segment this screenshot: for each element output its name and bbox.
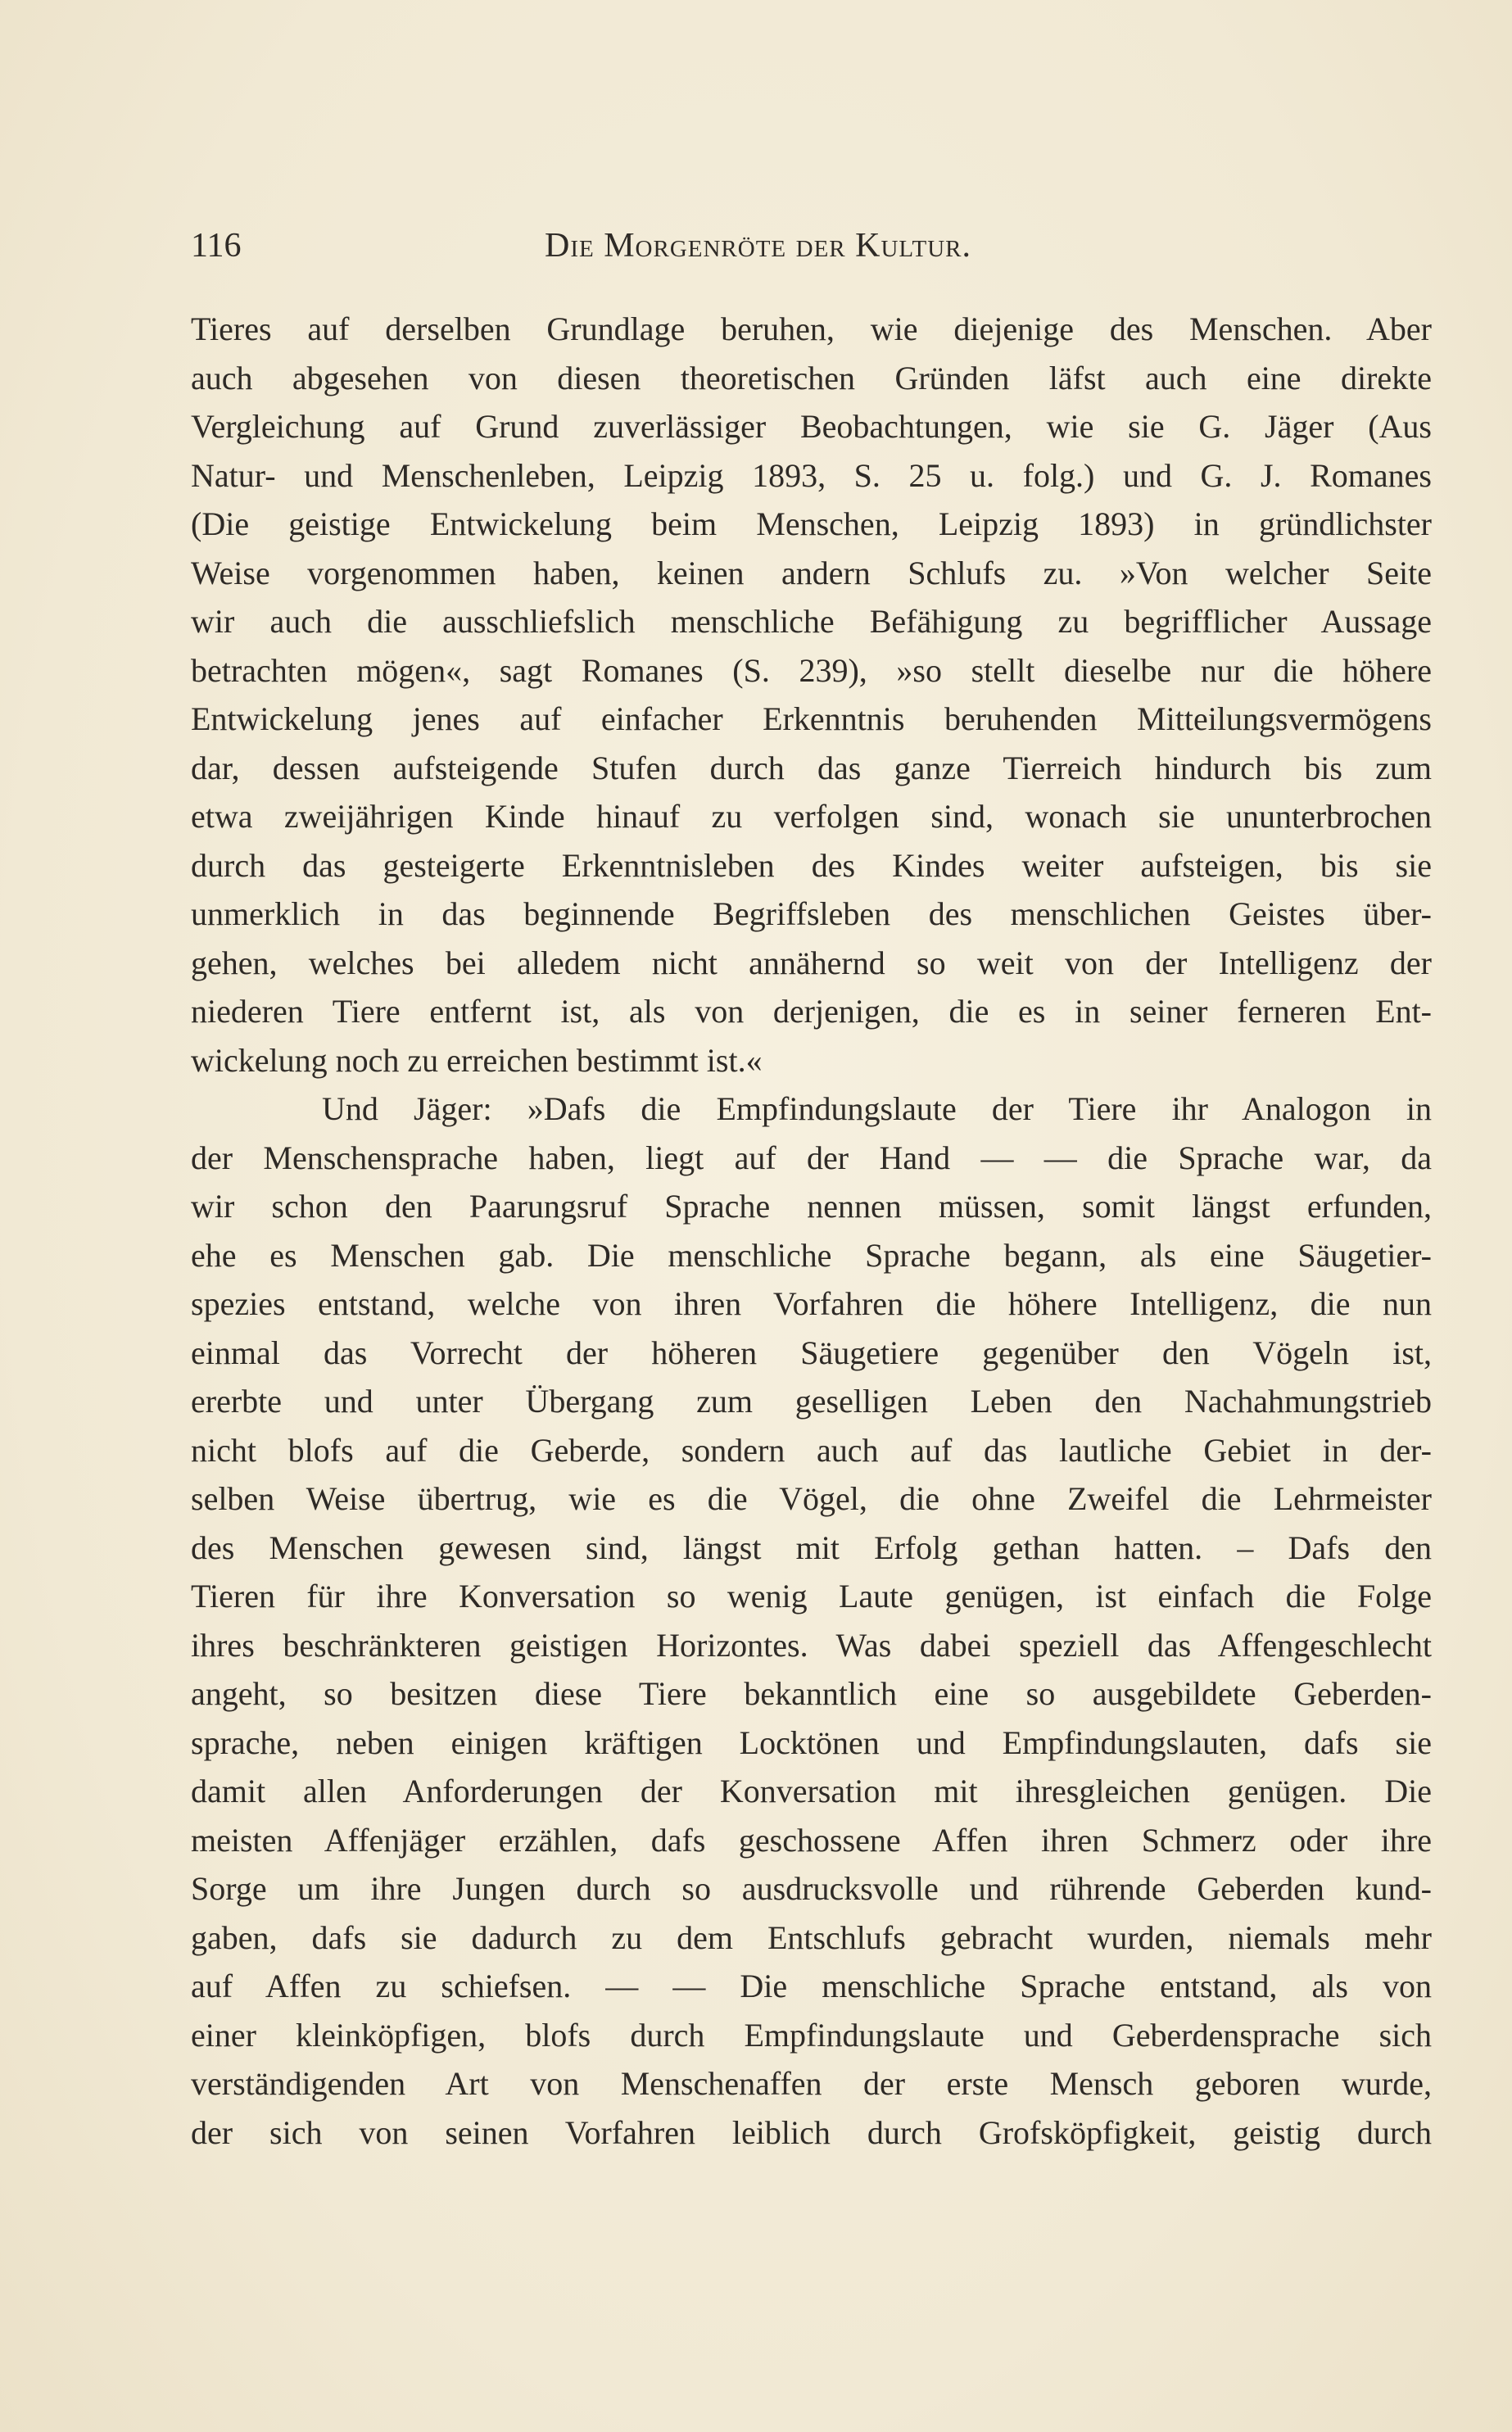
text-line: nicht blofs auf die Geberde, sondern auch auf das lautliche Gebiet in der- <box>191 1431 1432 1469</box>
text-line: Tieren für ihre Konversation so wenig Laute genügen, ist einfach die Folge <box>191 1578 1432 1615</box>
text-line: gehen, welches bei alledem nicht annähernd so weit von der Intelligenz der <box>191 944 1432 981</box>
page-header <box>191 221 1432 270</box>
text-line: selben Weise übertrug, wie es die Vögel, die ohne Zweifel die Lehrmeister <box>191 1480 1432 1517</box>
text-line: niederen Tiere entfernt ist, als von derjenigen, die es in seiner ferneren Ent- <box>191 993 1432 1030</box>
text-line: (Die geistige Entwickelung beim Menschen, Leipzig 1893) in gründlichster <box>191 505 1432 542</box>
text-line: ihres beschränkteren geistigen Horizontes. Was dabei speziell das Affengeschlecht <box>191 1626 1432 1664</box>
text-line: einer kleinköpfigen, blofs durch Empfindungslaute und Geberdensprache sich <box>191 2016 1432 2054</box>
text-line: Tieres auf derselben Grundlage beruhen, wie diejenige des Menschen. Aber <box>191 310 1432 347</box>
text-line: Entwickelung jenes auf einfacher Erkenntnis beruhenden Mitteilungsvermögens <box>191 700 1432 737</box>
text-line: dar, dessen aufsteigende Stufen durch das ganze Tierreich hindurch bis zum <box>191 749 1432 786</box>
text-line: Natur- und Menschenleben, Leipzig 1893, S. 25 u. folg.) und G. J. Romanes <box>191 456 1432 494</box>
paragraph-2 <box>191 1085 1432 2157</box>
text-line: unmerklich in das beginnende Begriffsleben des menschlichen Geistes über- <box>191 895 1432 932</box>
text-line: wickelung noch zu erreichen bestimmt ist.« <box>191 1041 763 1079</box>
text-line: auch abgesehen von diesen theoretischen Gründen läfst auch eine direkte <box>191 359 1432 396</box>
text-line: Und Jäger: »Dafs die Empfindungslaute der Tiere ihr Analogon in <box>322 1090 1432 1127</box>
text-line: des Menschen gewesen sind, längst mit Erfolg gethan hatten. – Dafs den <box>191 1528 1432 1566</box>
text-line: spezies entstand, welche von ihren Vorfahren die höhere Intelligenz, die nun <box>191 1285 1432 1322</box>
text-line: gaben, dafs sie dadurch zu dem Entschlufs gebracht wurden, niemals mehr <box>191 1918 1432 1956</box>
text-line: auf Affen zu schiefsen. — — Die menschliche Sprache entstand, als von <box>191 1968 1432 2004</box>
text-line: der Menschensprache haben, liegt auf der Hand — — die Sprache war, da <box>191 1139 1432 1176</box>
text-line: meisten Affenjäger erzählen, dafs geschossene Affen ihren Schmerz oder ihre <box>191 1821 1432 1859</box>
paragraph-1 <box>191 305 1432 1085</box>
text-line: damit allen Anforderungen der Konversation mit ihresgleichen genügen. Die <box>191 1773 1432 1809</box>
body-text <box>191 305 1432 2157</box>
running-title: Die Morgenröte der Kultur. <box>545 227 971 265</box>
text-line: verständigenden Art von Menschenaffen der erste Mensch geboren wurde, <box>191 2065 1432 2102</box>
text-line: angeht, so besitzen diese Tiere bekanntlich eine so ausgebildete Geberden- <box>191 1675 1432 1712</box>
page-number: 116 <box>191 227 242 265</box>
text-line: etwa zweijährigen Kinde hinauf zu verfolgen sind, wonach sie ununterbrochen <box>191 798 1432 835</box>
text-line: Sorge um ihre Jungen durch so ausdrucksvolle und rührende Geberden kund- <box>191 1870 1432 1907</box>
text-line: Weise vorgenommen haben, keinen andern Schlufs zu. »Von welcher Seite <box>191 554 1432 591</box>
text-line: ererbte und unter Übergang zum geselligen Leben den Nachahmungstrieb <box>191 1383 1432 1420</box>
text-line: wir schon den Paarungsruf Sprache nennen müssen, somit längst erfunden, <box>191 1188 1432 1225</box>
text-line: sprache, neben einigen kräftigen Locktönen und Empfindungslauten, dafs sie <box>191 1723 1432 1761</box>
text-line: Vergleichung auf Grund zuverlässiger Beobachtungen, wie sie G. Jäger (Aus <box>191 408 1432 445</box>
text-line: durch das gesteigerte Erkenntnisleben des Kindes weiter aufsteigen, bis sie <box>191 846 1432 884</box>
text-line: betrachten mögen«, sagt Romanes (S. 239), »so stellt dieselbe nur die höhere <box>191 651 1432 689</box>
text-line: ehe es Menschen gab. Die menschliche Sprache begann, als eine Säugetier- <box>191 1236 1432 1274</box>
text-line: einmal das Vorrecht der höheren Säugetiere gegenüber den Vögeln ist, <box>191 1334 1432 1371</box>
text-line: der sich von seinen Vorfahren leiblich durch Grofsköpfigkeit, geistig durch <box>191 2113 1432 2151</box>
text-line: wir auch die ausschliefslich menschliche Befähigung zu begrifflicher Aussage <box>191 603 1432 640</box>
